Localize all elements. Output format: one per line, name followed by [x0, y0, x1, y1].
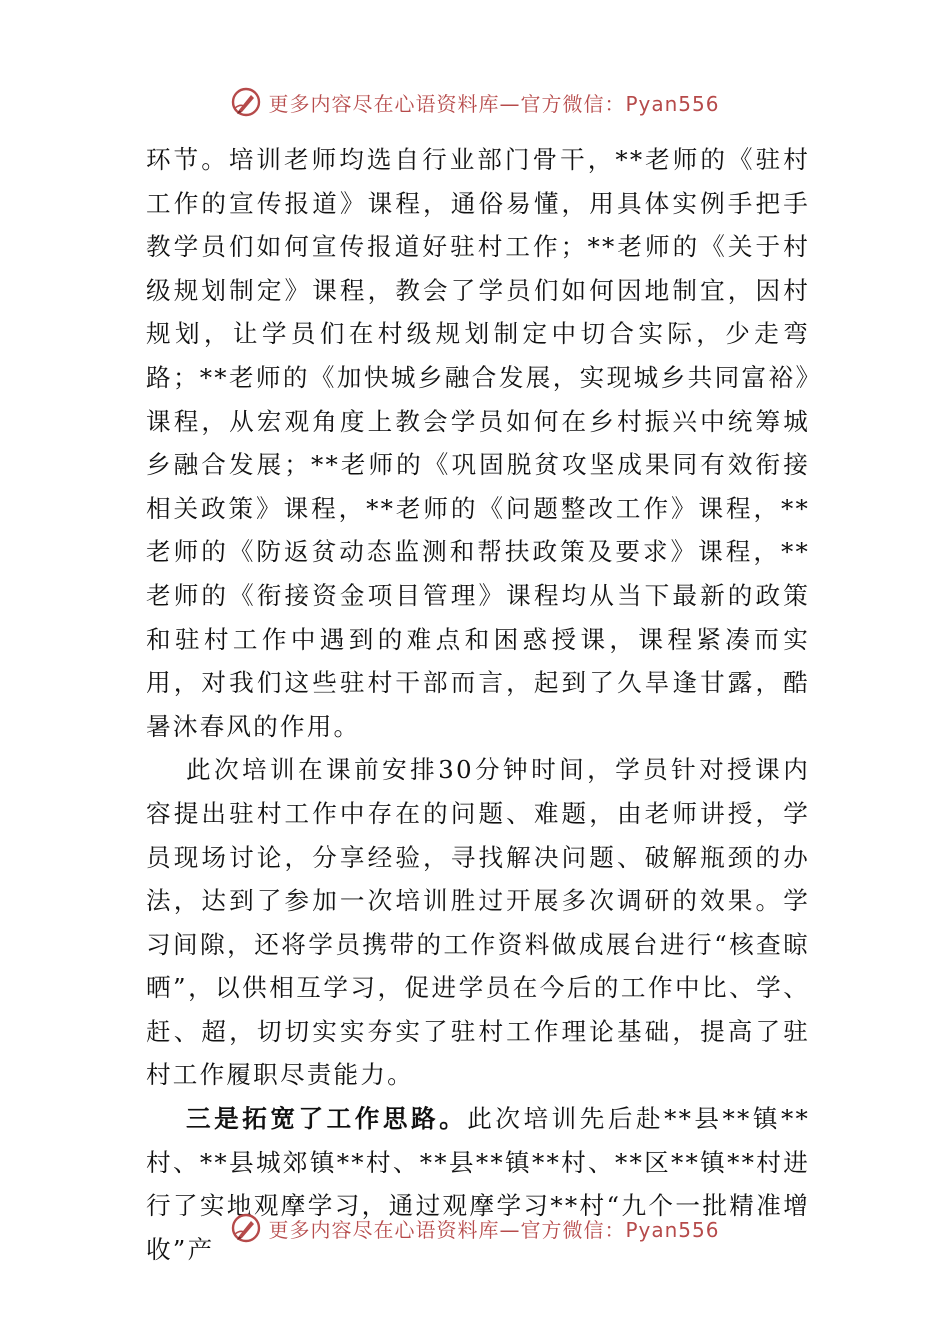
paragraph-3-text: 此次培训先后赴**县**镇**村、**县城郊镇**村、**县**镇**村、**区**镇**村进行了实地观摩学习，通过观摩学习**村“九个一批精准增收”产 — [146, 1104, 810, 1264]
header-watermark — [0, 86, 950, 118]
footer-watermark — [0, 1212, 950, 1244]
watermark-text: 更多内容尽在心语资料库—官方微信：Pyan556 — [268, 1217, 720, 1242]
watermark-text: 更多内容尽在心语资料库—官方微信：Pyan556 — [268, 91, 720, 116]
pen-logo-icon — [230, 1212, 262, 1244]
paragraph-1: 环节。培训老师均选自行业部门骨干，**老师的《驻村工作的宣传报道》课程，通俗易懂，用具体实例手把手教学员们如何宣传报道好驻村工作；**老师的《关于村级规划制定》课程，教会了学员们如何因地制宜，因村规划，让学员们在村级规划制定中切合实际，少走弯路；**老师的《加快城乡融合发展，实现城乡共同富裕》课程，从宏观角度上教会学员如何在乡村振兴中统筹城乡融合发展；**老师的《巩固脱贫攻坚成果同有效衔接相关政策》课程，**老师的《问题整改工作》课程，**老师的《防返贫动态监测和帮扶政策及要求》课程，**老师的《衔接资金项目管理》课程均从当下最新的政策和驻村工作中遇到的难点和困惑授课，课程紧凑而实用，对我们这些驻村干部而言，起到了久旱逢甘露，酷暑沐春风的作用。 — [146, 145, 810, 741]
section-heading-inline: 三是拓宽了工作思路。 — [186, 1104, 468, 1134]
paragraph-3 — [146, 1097, 810, 1271]
paragraph-2: 此次培训在课前安排30分钟时间，学员针对授课内容提出驻村工作中存在的问题、难题，由老师讲授，学员现场讨论，分享经验，寻找解决问题、破解瓶颈的办法，达到了参加一次培训胜过开展多次调研的效果。学习间隙，还将学员携带的工作资料做成展台进行“核查晾晒”，以供相互学习，促进学员在今后的工作中比、学、赶、超，切切实实夯实了驻村工作理论基础，提高了驻村工作履职尽责能力。 — [146, 755, 810, 1090]
document-body — [146, 138, 810, 1271]
pen-logo-icon — [230, 86, 262, 118]
